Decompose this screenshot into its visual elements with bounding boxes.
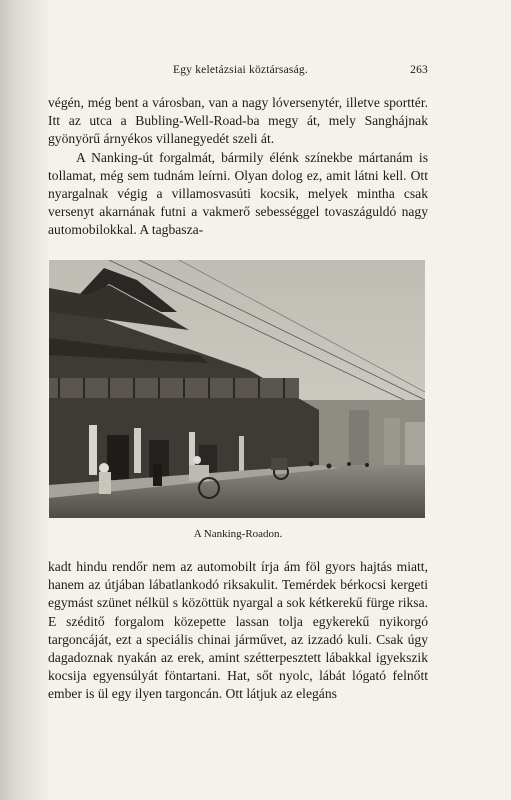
book-gutter-shadow (0, 0, 48, 800)
page-number: 263 (410, 64, 428, 76)
body-text-top (48, 94, 428, 240)
body-text-bottom (48, 558, 428, 704)
paragraph: végén, még bent a városban, van a nagy lóversenytér, illetve sporttér. Itt az utca a Bubling-Well-Road-ba megy át, mely Sanghájnak gyönyörű árnyékos villanegyedét szeli át. (48, 95, 428, 147)
paragraph: A Nanking-út forgalmát, bármily élénk színekbe mártanám is tollamat, még sem tudnám leírni. Olyan dolog ez, amit látni kell. Ott nyargalnak végig a villamosvasúti kocsik, melyek mintha csak versenyt akarnának futni a vakmerő sebességgel tovaszáguldó nagy automobilokkal. A tagbasza- (48, 149, 428, 238)
running-title: Egy keletázsiai köztársaság. (173, 64, 308, 76)
figure-caption: A Nanking-Roadon. (193, 528, 283, 540)
street-photograph (49, 260, 425, 518)
paragraph: kadt hindu rendőr nem az automobilt írja ám föl gyors hajtás miatt, hanem az útjában lábatlankodó riksakulit. Temérdek bérkocsi kergeti egymást szünet nélkül s közöttük nyargal a sok kétkerekű fürge riksa. E széditő forgalom közepette lassan tolja egykerekű nyikorgó targoncáját, ezt a speciális chinai járművet, az izzadó kuli. Csak úgy dagadoznak nyakán az erek, amint szétterpesztett lábakkal igyekszik kocsija egyensúlyát föntartani. Hat, sőt nyolc, lábát lógató felnőtt ember is ül egy ilyen targoncán. Ott látjuk az elegáns (48, 559, 428, 702)
nanking-road-photo (49, 260, 425, 518)
